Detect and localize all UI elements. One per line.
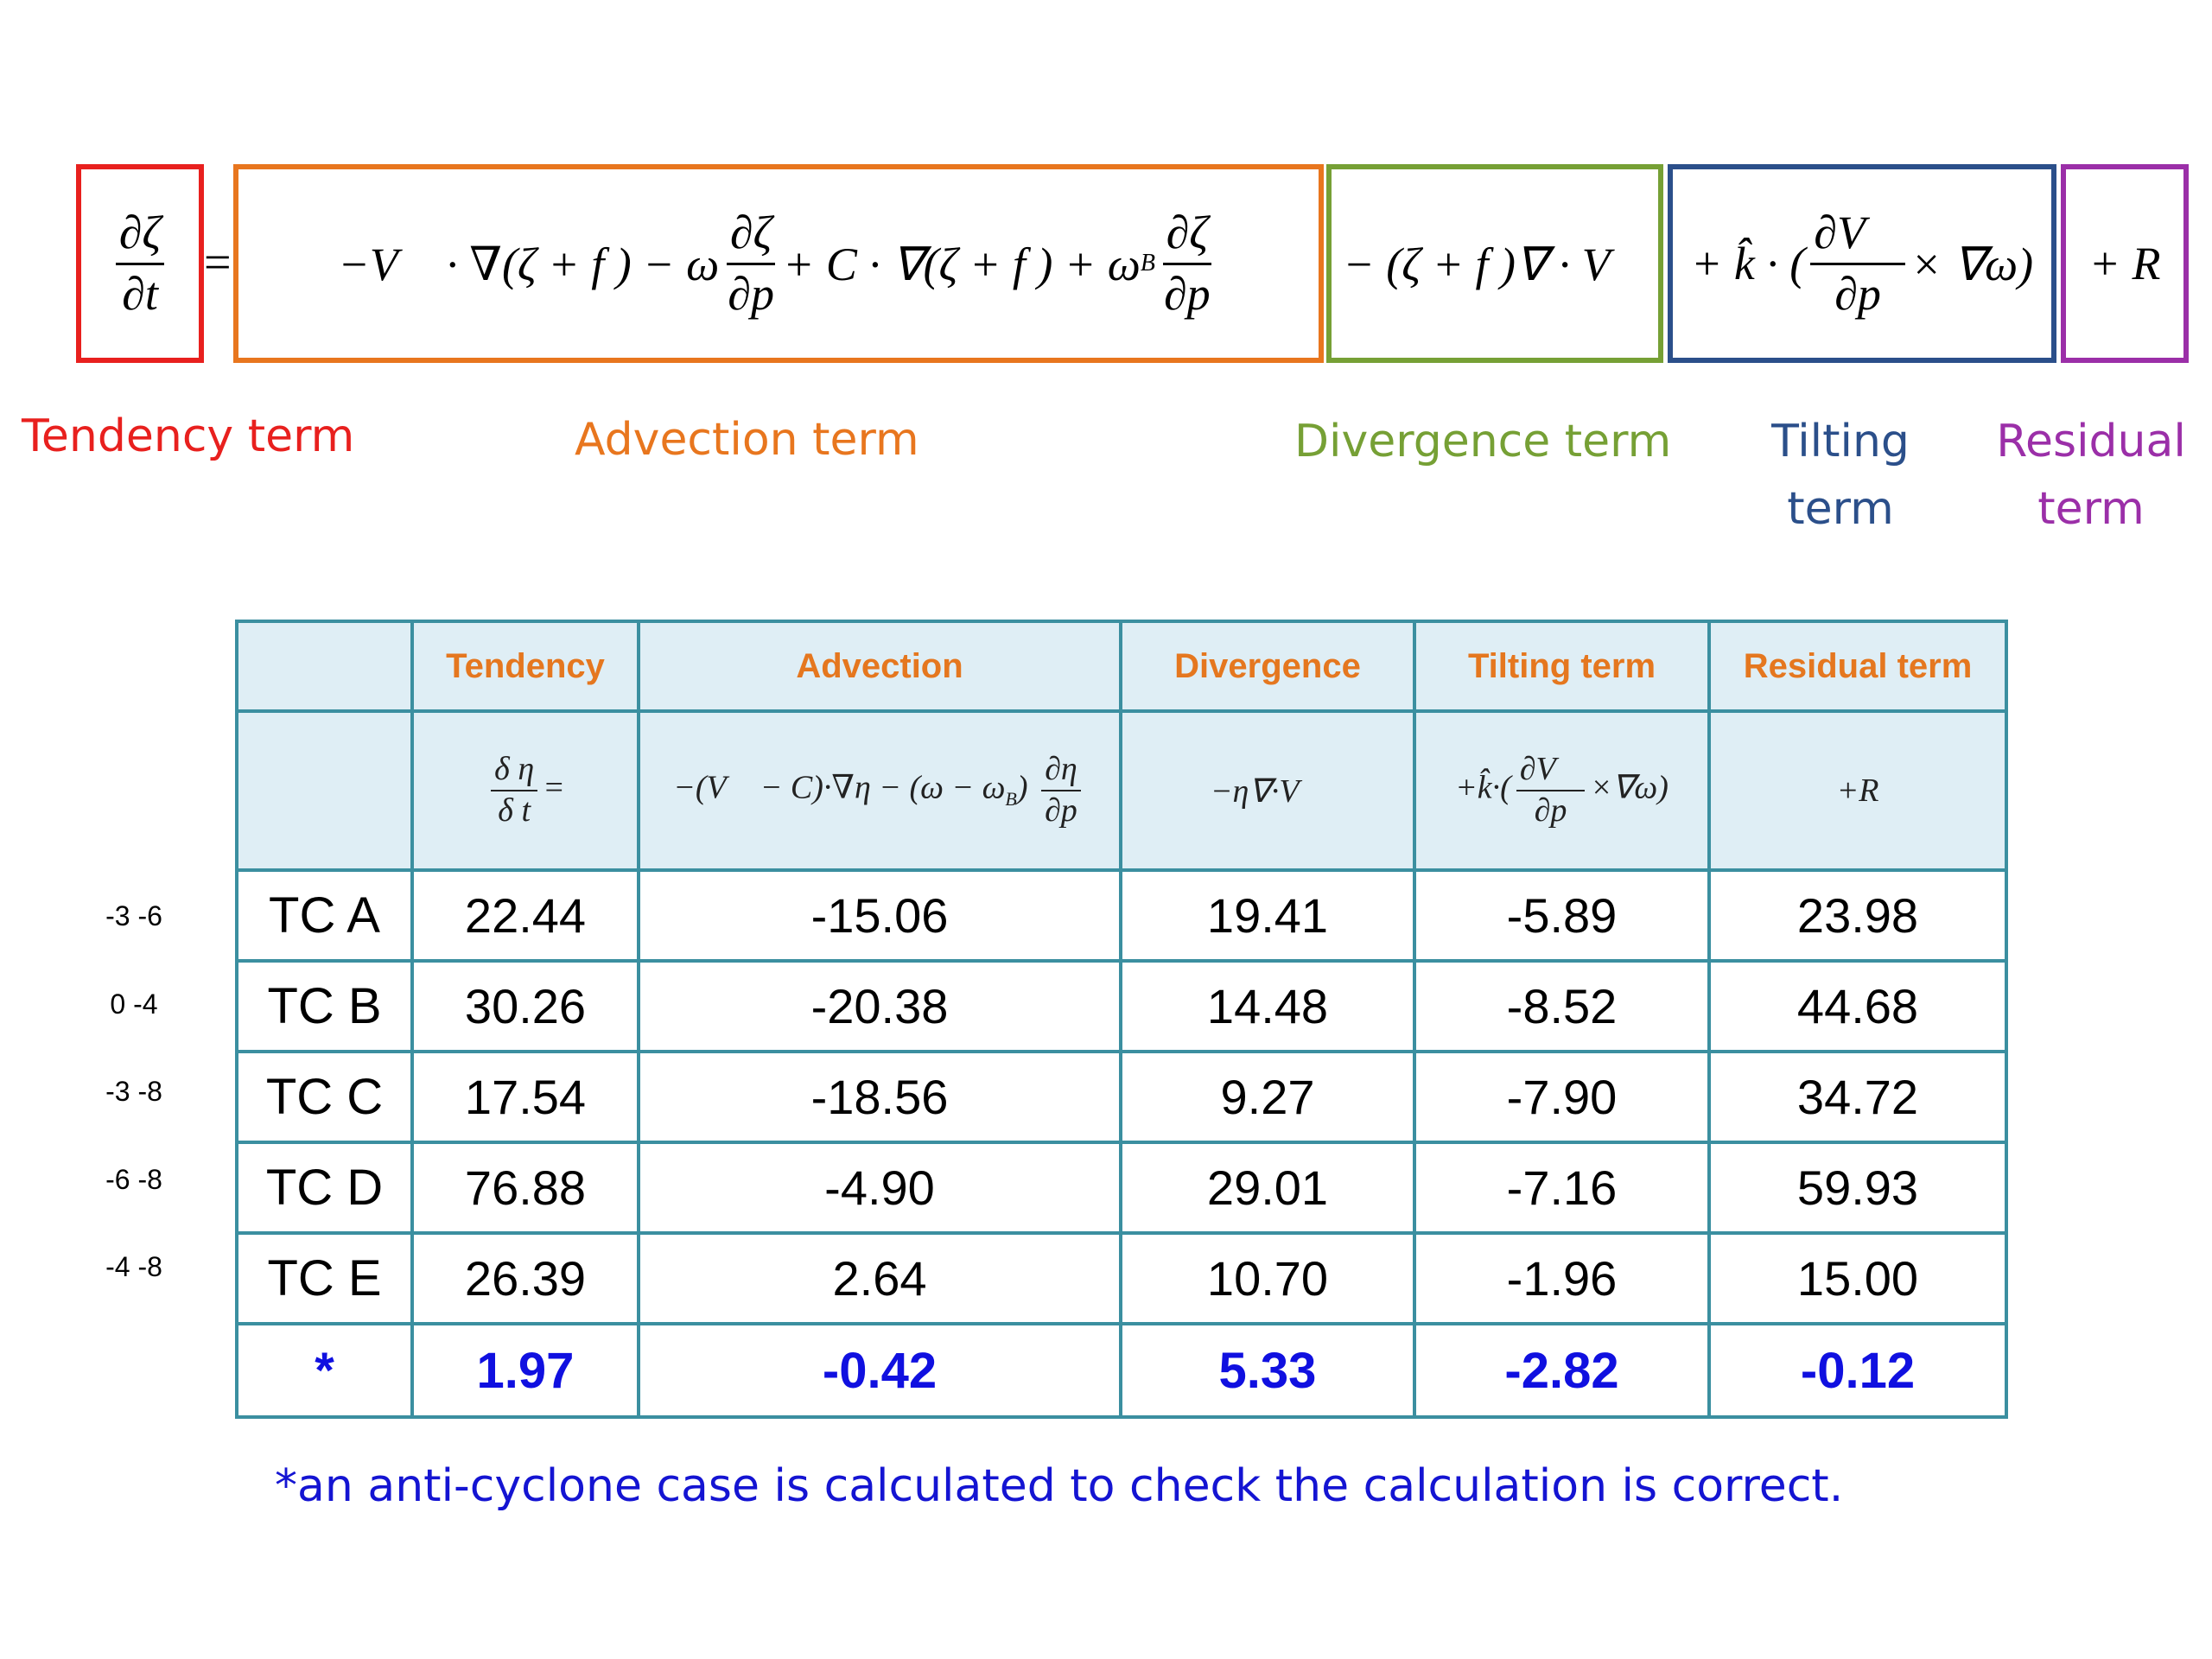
header-cell-divergence: Divergence bbox=[1121, 621, 1414, 711]
tendency-value: 22.44 bbox=[412, 870, 639, 961]
tilting-part1: + k̂ · ( bbox=[1690, 238, 1806, 289]
residual-term-label bbox=[1987, 408, 2195, 543]
advection-frac1-numerator: ∂ζ bbox=[727, 207, 776, 264]
check-row-name: * bbox=[237, 1324, 412, 1417]
formula-cell-advection bbox=[639, 711, 1121, 870]
header-cell-advection: Advection bbox=[639, 621, 1121, 711]
divergence-value: 19.41 bbox=[1121, 870, 1414, 961]
advection-frac2-denominator: ∂p bbox=[1164, 267, 1211, 320]
tendency-value: 30.26 bbox=[412, 961, 639, 1052]
advection-part2: + C · ∇(ζ + f ) + ω bbox=[782, 238, 1141, 290]
residual-value: 15.00 bbox=[1709, 1233, 2006, 1324]
formula-cell-divergence: −η∇·V⃗ bbox=[1121, 711, 1414, 870]
formula-advection-part1: −(V⃗ − C)·∇η − (ω − ω bbox=[673, 769, 1006, 806]
tendency-value: 26.39 bbox=[412, 1233, 639, 1324]
header-cell-blank bbox=[237, 621, 412, 711]
divergence-value: 29.01 bbox=[1121, 1142, 1414, 1233]
residual-value: 59.93 bbox=[1709, 1142, 2006, 1233]
tendency-term-label: Tendency term bbox=[22, 410, 355, 462]
advection-frac1-denominator: ∂p bbox=[728, 267, 774, 320]
tendency-term-box bbox=[76, 164, 204, 363]
check-residual-value: -0.12 bbox=[1709, 1324, 2006, 1417]
row-name-cell: TC A bbox=[237, 870, 412, 961]
row-name-cell: TC B bbox=[237, 961, 412, 1052]
tilting-frac-numerator: ∂V⃗ bbox=[1810, 207, 1905, 264]
header-cell-residual: Residual term bbox=[1709, 621, 2006, 711]
formula-advection-subscript: B bbox=[1005, 788, 1017, 810]
tilting-part2: × ∇ω) bbox=[1910, 238, 2034, 290]
table-row bbox=[237, 1233, 2006, 1324]
table-row bbox=[237, 961, 2006, 1052]
formula-advection-fraction bbox=[1041, 752, 1081, 830]
tilting-label-line2: term bbox=[1787, 483, 1894, 535]
row-label-tc-c: -3 -8 bbox=[105, 1076, 162, 1107]
formula-tilting-denominator: ∂p bbox=[1534, 792, 1567, 829]
check-tendency-value: 1.97 bbox=[412, 1324, 639, 1417]
divergence-value: 14.48 bbox=[1121, 961, 1414, 1052]
formula-cell-blank bbox=[237, 711, 412, 870]
tilting-value: -1.96 bbox=[1414, 1233, 1709, 1324]
formula-tendency-numerator: δ η bbox=[491, 752, 537, 791]
tilting-value: -8.52 bbox=[1414, 961, 1709, 1052]
advection-term-box bbox=[233, 164, 1324, 363]
vorticity-budget-table bbox=[235, 620, 2008, 1419]
tilting-label-line1: Tilting bbox=[1771, 416, 1910, 467]
tilting-value: -7.16 bbox=[1414, 1142, 1709, 1233]
tendency-denominator: ∂t bbox=[122, 267, 158, 320]
tilting-term-box bbox=[1668, 164, 2056, 363]
table-row bbox=[237, 1052, 2006, 1142]
formula-cell-tendency bbox=[412, 711, 639, 870]
tilting-value: -7.90 bbox=[1414, 1052, 1709, 1142]
tendency-numerator: ∂ζ bbox=[116, 207, 165, 264]
advection-value: -15.06 bbox=[639, 870, 1121, 961]
row-label-tc-e: -4 -8 bbox=[105, 1251, 162, 1282]
row-label-tc-b: 0 -4 bbox=[110, 988, 158, 1020]
residual-label-line1: Residual bbox=[1996, 416, 2186, 467]
check-tilting-value: -2.82 bbox=[1414, 1324, 1709, 1417]
table-row bbox=[237, 1142, 2006, 1233]
formula-tendency-fraction bbox=[491, 752, 537, 830]
advection-part1: −V⃗ · ∇(ζ + f ) − ω bbox=[338, 238, 720, 290]
tendency-fraction bbox=[116, 207, 165, 320]
residual-term-box bbox=[2061, 164, 2189, 363]
tendency-value: 76.88 bbox=[412, 1142, 639, 1233]
header-cell-tilting: Tilting term bbox=[1414, 621, 1709, 711]
advection-value: -18.56 bbox=[639, 1052, 1121, 1142]
header-cell-tendency: Tendency bbox=[412, 621, 639, 711]
residual-label-line2: term bbox=[2037, 483, 2145, 535]
tendency-value: 17.54 bbox=[412, 1052, 639, 1142]
formula-tendency-denominator: δ t bbox=[498, 792, 531, 829]
anticyclone-check-row bbox=[237, 1324, 2006, 1417]
tilting-frac-denominator: ∂p bbox=[1834, 267, 1881, 320]
table-row bbox=[237, 870, 2006, 961]
formula-tilting-fraction bbox=[1516, 752, 1586, 830]
tilting-fraction bbox=[1810, 207, 1905, 320]
tilting-term-label bbox=[1745, 408, 1936, 543]
row-name-cell: TC C bbox=[237, 1052, 412, 1142]
residual-value: 44.68 bbox=[1709, 961, 2006, 1052]
residual-value: 23.98 bbox=[1709, 870, 2006, 961]
advection-frac2-numerator: ∂ζ bbox=[1163, 207, 1212, 264]
formula-advection-part2: ) bbox=[1016, 769, 1028, 806]
divergence-term-box bbox=[1326, 164, 1663, 363]
advection-value: -4.90 bbox=[639, 1142, 1121, 1233]
row-label-tc-d: -6 -8 bbox=[105, 1164, 162, 1195]
footnote: *an anti-cyclone case is calculated to check the calculation is correct. bbox=[275, 1460, 1844, 1512]
formula-tilting-part2: ×∇ω) bbox=[1590, 769, 1669, 806]
divergence-value: 10.70 bbox=[1121, 1233, 1414, 1324]
check-divergence-value: 5.33 bbox=[1121, 1324, 1414, 1417]
divergence-value: 9.27 bbox=[1121, 1052, 1414, 1142]
table-header-row bbox=[237, 621, 2006, 711]
advection-subscript: B bbox=[1140, 250, 1155, 276]
advection-fraction-2 bbox=[1160, 207, 1214, 320]
formula-tilting-part1: +k̂·( bbox=[1455, 769, 1511, 806]
row-label-tc-a: -3 -6 bbox=[105, 900, 162, 931]
tilting-value: -5.89 bbox=[1414, 870, 1709, 961]
residual-expression: + R bbox=[2088, 238, 2161, 289]
divergence-term-label: Divergence term bbox=[1294, 416, 1672, 467]
formula-cell-residual: +R bbox=[1709, 711, 2006, 870]
equals-sign: = bbox=[204, 236, 232, 289]
check-advection-value: -0.42 bbox=[639, 1324, 1121, 1417]
row-name-cell: TC D bbox=[237, 1142, 412, 1233]
formula-advection-numerator: ∂η bbox=[1041, 752, 1081, 791]
advection-value: -20.38 bbox=[639, 961, 1121, 1052]
row-name-cell: TC E bbox=[237, 1233, 412, 1324]
divergence-expression: − (ζ + f )∇ · V⃗ bbox=[1343, 238, 1647, 290]
advection-fraction-1 bbox=[724, 207, 778, 320]
advection-value: 2.64 bbox=[639, 1233, 1121, 1324]
formula-advection-denominator: ∂p bbox=[1045, 792, 1077, 829]
table-formula-row bbox=[237, 711, 2006, 870]
formula-tilting-numerator: ∂V⃗ bbox=[1516, 752, 1586, 791]
formula-cell-tilting bbox=[1414, 711, 1709, 870]
residual-value: 34.72 bbox=[1709, 1052, 2006, 1142]
advection-term-label: Advection term bbox=[575, 414, 919, 466]
formula-tendency-equals: = bbox=[543, 769, 565, 806]
